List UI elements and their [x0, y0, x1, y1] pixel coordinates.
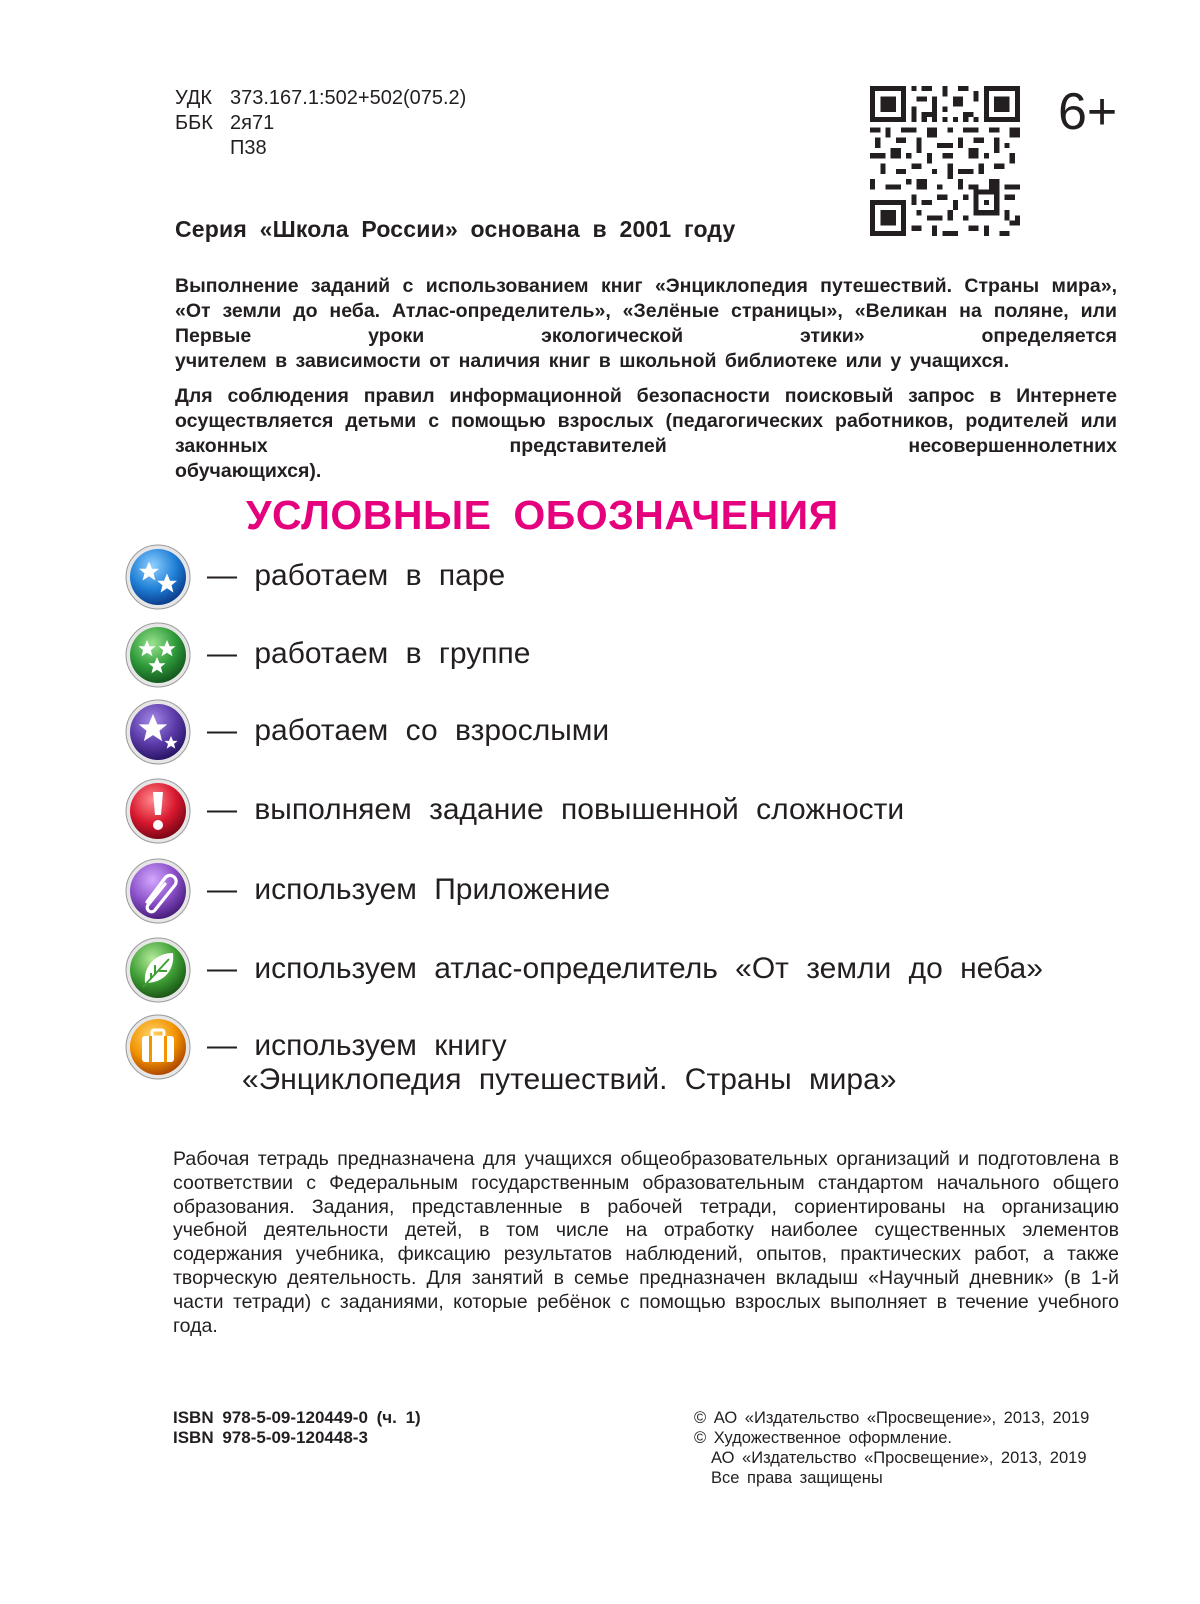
leaf-green-icon [125, 937, 191, 1003]
bbk-value: 2я71 [230, 112, 275, 134]
isbn-part: ISBN 978-5-09-120449-0 (ч. 1) [173, 1408, 421, 1427]
legend-item-adults [125, 699, 609, 765]
legend-title: УСЛОВНЫЕ ОБОЗНАЧЕНИЯ [246, 492, 839, 538]
legend-item-label: — работаем в группе [207, 637, 531, 670]
three-stars-green-icon [125, 622, 191, 688]
udk-value: 373.167.1:502+502(075.2) [230, 87, 467, 109]
legend-item-encyclopedia [125, 1014, 896, 1097]
legend-item-label: — выполняем задание повышенной сложности [207, 793, 905, 826]
legend-item-label [207, 1014, 896, 1097]
classification-codes [175, 86, 466, 161]
legend-item-hard-task [125, 778, 904, 844]
exclamation-red-icon [125, 778, 191, 844]
legend-item-appendix [125, 858, 610, 924]
paperclip-violet-icon [125, 858, 191, 924]
suitcase-orange-icon [125, 1014, 191, 1080]
bbk-label: ББК [175, 112, 213, 134]
notice-books-last-line: учителем в зависимости от наличия книг в школьной библиотеке или у учащихся. [175, 350, 1010, 372]
notice-books [175, 274, 1117, 374]
legend-item-group [125, 622, 530, 688]
copyright-design-line: © Художественное оформление. [694, 1429, 952, 1447]
two-stars-blue-icon [125, 544, 191, 610]
workbook-description: Рабочая тетрадь предназначена для учащихся общеобразовательных организаций и подготовлена в соответствии с Федеральным государственным образовательным стандартом начального общего образования. Задания, представленные в рабочей тетради, сориентированы на организацию учебной деятельности детей, в том числе на отработку наиболее существенных элементов содержания учебника, фиксацию результатов наблюдений, опытов, практических работ, а также творческую деятельность. Для занятий в семье предназначен вкладыш «Научный дневник» (в 1-й части тетради) с заданиями, которые ребёнок с помощью взрослых выполняет в течение учебного года. [173, 1148, 1119, 1337]
legend-item-label: — работаем со взрослыми [207, 714, 610, 747]
legend-item-label: — используем атлас-определитель «От земли до неба» [207, 952, 1043, 985]
legend-item-label: — используем Приложение [207, 873, 611, 906]
notice-internet [175, 384, 1117, 484]
legend-item-pair [125, 544, 505, 610]
legend-item-atlas [125, 937, 1043, 1003]
isbn-block [173, 1408, 421, 1448]
legend-item-label-line1: — используем книгу [207, 1029, 507, 1062]
isbn-set: ISBN 978-5-09-120448-3 [173, 1428, 368, 1447]
rights-reserved: Все права защищены [711, 1469, 883, 1487]
legend-item-label-line2: «Энциклопедия путешествий. Страны мира» [242, 1063, 897, 1096]
copyright-line: © АО «Издательство «Просвещение», 2013, 2019 [694, 1409, 1090, 1427]
age-rating: 6+ [1058, 83, 1118, 141]
legend-item-label: — работаем в паре [207, 559, 506, 592]
copyright-block [694, 1408, 1089, 1488]
notice-books-text: Выполнение заданий с использованием книг «Энциклопедия путешествий. Страны мира», «От земли до неба. Атлас-определитель», «Зелёные страницы», «Великан на поляне, или Первые уроки экологической этики» определяется [175, 275, 1117, 347]
copyright-design-owner: АО «Издательство «Просвещение», 2013, 2019 [711, 1449, 1087, 1467]
notice-internet-last-line: обучающихся). [175, 460, 322, 482]
author-mark: П38 [230, 137, 267, 159]
qr-code-icon [870, 86, 1020, 236]
notice-internet-text: Для соблюдения правил информационной безопасности поисковый запрос в Интернете осуществляется детьми с помощью взрослых (педагогических работников, родителей или законных представителей несовершеннолетних [175, 385, 1117, 457]
udk-label: УДК [175, 87, 213, 109]
series-line: Серия «Школа России» основана в 2001 году [175, 216, 736, 242]
star-adult-purple-icon [125, 699, 191, 765]
